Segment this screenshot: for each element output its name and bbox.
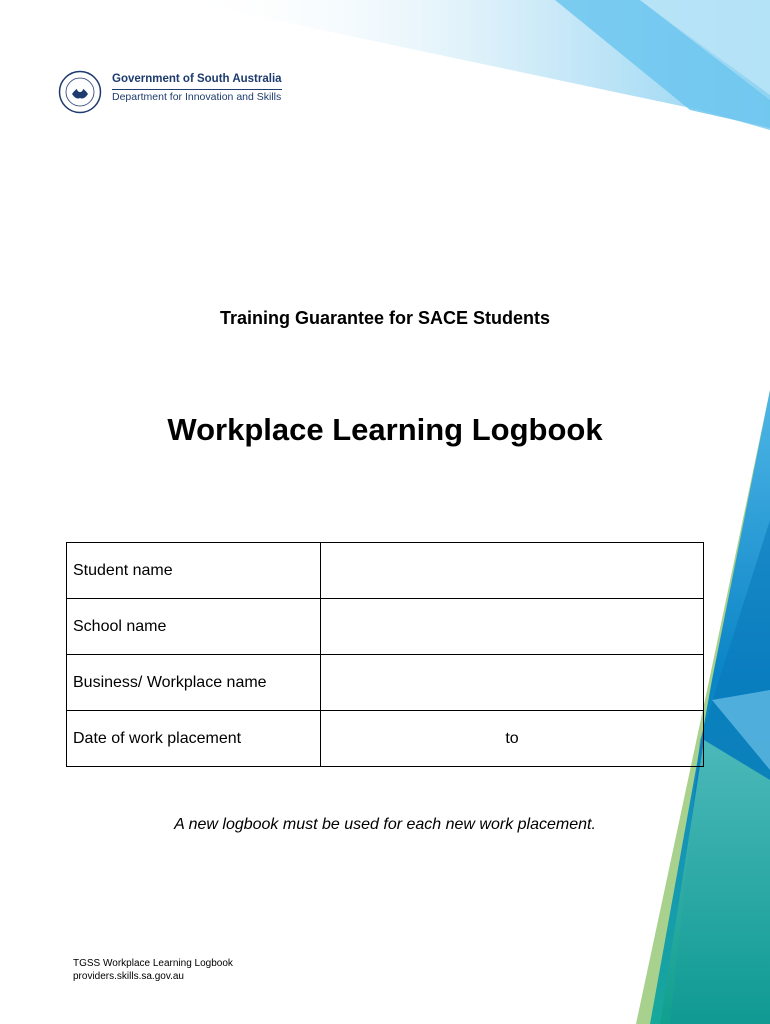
logbook-note: A new logbook must be used for each new work placement. (174, 816, 596, 833)
workplace-name-field[interactable] (321, 655, 704, 711)
placement-date-field[interactable]: to (321, 711, 704, 767)
student-name-field[interactable] (321, 543, 704, 599)
student-details-table (66, 542, 704, 767)
table-row (67, 599, 704, 655)
workplace-name-label: Business/ Workplace name (67, 655, 321, 711)
page-footer (73, 957, 233, 983)
government-logo (58, 70, 298, 116)
document-subtitle: Training Guarantee for SACE Students (219, 308, 551, 328)
department-name: Department for Innovation and Skills (112, 91, 282, 103)
school-name-field[interactable] (321, 599, 704, 655)
student-name-label: Student name (67, 543, 321, 599)
table-row (67, 655, 704, 711)
footer-document-name: TGSS Workplace Learning Logbook (73, 958, 233, 969)
document-title: Workplace Learning Logbook (167, 412, 603, 447)
org-name: Government of South Australia (112, 73, 282, 85)
logo-divider (112, 89, 282, 90)
table-row (67, 543, 704, 599)
footer-website: providers.skills.sa.gov.au (73, 971, 184, 982)
south-australia-seal-icon (58, 70, 102, 114)
school-name-label: School name (67, 599, 321, 655)
placement-date-label: Date of work placement (67, 711, 321, 767)
table-row (67, 711, 704, 767)
